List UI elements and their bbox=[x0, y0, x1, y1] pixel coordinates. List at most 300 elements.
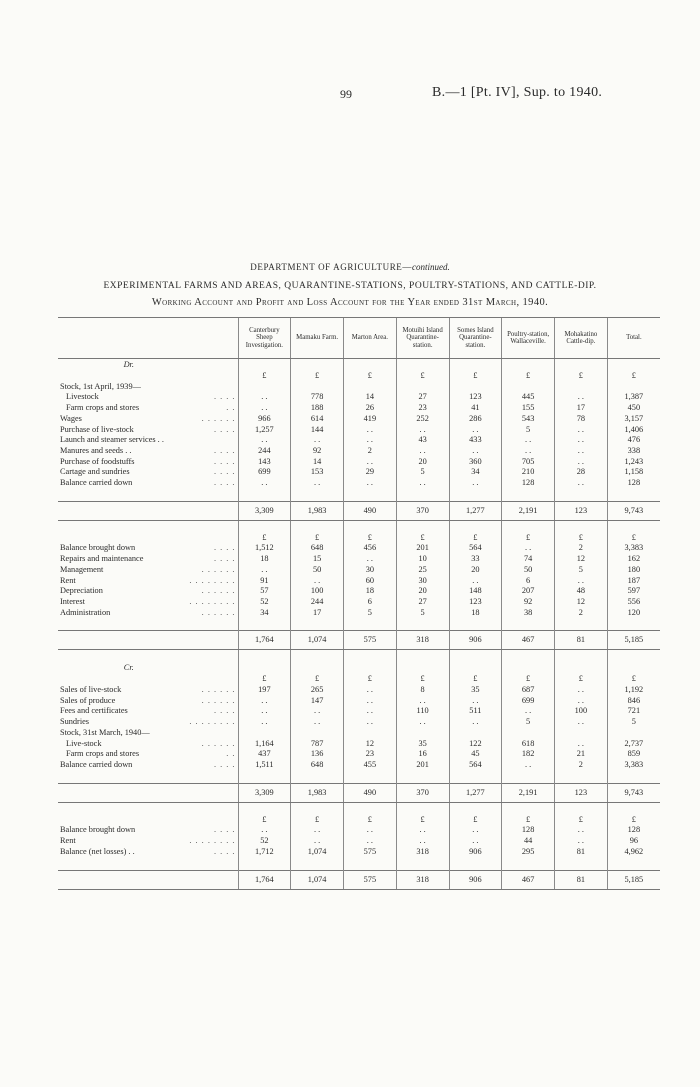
row-label-text: Farm crops and stores bbox=[66, 749, 140, 759]
table-cell bbox=[396, 382, 449, 393]
table-cell: 597 bbox=[607, 586, 660, 597]
total-row bbox=[58, 631, 660, 650]
table-cell: 187 bbox=[607, 576, 660, 587]
spacer-cell bbox=[502, 520, 555, 533]
table-cell: . . bbox=[555, 576, 608, 587]
table-cell: . . bbox=[238, 565, 291, 576]
total-cell: 467 bbox=[502, 631, 555, 650]
leader-dots: . . . . bbox=[213, 478, 236, 488]
table-cell: 575 bbox=[344, 847, 397, 858]
table-cell: 123 bbox=[449, 392, 502, 403]
cell bbox=[238, 662, 291, 674]
row-label bbox=[58, 414, 238, 425]
table-cell: 543 bbox=[502, 414, 555, 425]
total-row bbox=[58, 870, 660, 889]
table-cell: 44 bbox=[502, 836, 555, 847]
table-cell: 155 bbox=[502, 403, 555, 414]
spacer-cell bbox=[291, 858, 344, 871]
section-subtitle: EXPERIMENTAL FARMS AND AREAS, QUARANTINE-STATIONS, POULTRY-STATIONS, AND CATTLE-DIP. bbox=[103, 281, 597, 291]
spacer-cell bbox=[555, 650, 608, 663]
cell bbox=[344, 359, 397, 372]
spacer-cell bbox=[291, 650, 344, 663]
table-cell: . . bbox=[555, 717, 608, 728]
table-row bbox=[58, 414, 660, 425]
table-cell: £ bbox=[291, 533, 344, 544]
total-cell: 1,983 bbox=[291, 783, 344, 802]
leader-dots: . . bbox=[226, 749, 236, 759]
table-cell bbox=[607, 728, 660, 739]
table-cell: . . bbox=[344, 696, 397, 707]
row-label bbox=[58, 739, 238, 750]
leader-dots: . . . . . . . . bbox=[189, 836, 236, 846]
spacer-cell bbox=[238, 520, 291, 533]
table-cell: 5 bbox=[607, 717, 660, 728]
row-label-text: Purchase of live-stock bbox=[60, 424, 134, 434]
row-label bbox=[58, 674, 238, 685]
row-label-text: Sales of produce bbox=[60, 695, 116, 705]
table-cell: 1,406 bbox=[607, 425, 660, 436]
table-cell: 12 bbox=[555, 597, 608, 608]
table-cell: 26 bbox=[344, 403, 397, 414]
table-cell: £ bbox=[291, 371, 344, 382]
table-cell bbox=[238, 382, 291, 393]
table-cell: 1,511 bbox=[238, 760, 291, 771]
spacer-cell bbox=[58, 802, 238, 815]
total-cell: 3,309 bbox=[238, 783, 291, 802]
table-row bbox=[58, 425, 660, 436]
spacer-cell bbox=[607, 771, 660, 784]
table-cell: 57 bbox=[238, 586, 291, 597]
department-title bbox=[0, 262, 700, 272]
table-cell: £ bbox=[555, 371, 608, 382]
row-label-text: Repairs and maintenance bbox=[60, 554, 144, 564]
leader-dots: . . . . bbox=[213, 759, 236, 769]
table-cell: 16 bbox=[396, 749, 449, 760]
table-cell: 20 bbox=[449, 565, 502, 576]
spacer-cell bbox=[238, 650, 291, 663]
table-cell: . . bbox=[238, 825, 291, 836]
spacer-cell bbox=[502, 489, 555, 502]
total-cell: 5,185 bbox=[607, 631, 660, 650]
row-label-text: Livestock bbox=[66, 392, 99, 402]
table-cell: £ bbox=[555, 533, 608, 544]
leader-dots: . . . . . . bbox=[201, 695, 236, 705]
table-cell: . . bbox=[555, 392, 608, 403]
table-cell: 23 bbox=[344, 749, 397, 760]
table-cell: . . bbox=[344, 836, 397, 847]
row-label bbox=[58, 717, 238, 728]
table-cell: . . bbox=[344, 825, 397, 836]
table-cell: . . bbox=[449, 696, 502, 707]
spacer-cell bbox=[344, 489, 397, 502]
row-label bbox=[58, 586, 238, 597]
table-cell: 699 bbox=[502, 696, 555, 707]
table-cell: 338 bbox=[607, 446, 660, 457]
table-cell: 136 bbox=[291, 749, 344, 760]
leader-dots: . . . . . . bbox=[201, 738, 236, 748]
row-label-text: Launch and steamer services . . bbox=[60, 435, 164, 445]
row-label bbox=[58, 565, 238, 576]
table-cell: 27 bbox=[396, 392, 449, 403]
table-row bbox=[58, 815, 660, 826]
total-cell: 490 bbox=[344, 783, 397, 802]
table-cell: . . bbox=[291, 825, 344, 836]
table-cell: 128 bbox=[502, 478, 555, 489]
table-cell: 33 bbox=[449, 554, 502, 565]
row-label-text: Balance brought down bbox=[60, 543, 136, 553]
table-cell bbox=[502, 382, 555, 393]
table-cell: £ bbox=[555, 815, 608, 826]
table-cell: 450 bbox=[607, 403, 660, 414]
table-cell bbox=[344, 382, 397, 393]
table-row bbox=[58, 467, 660, 478]
cell bbox=[502, 359, 555, 372]
table-cell: 45 bbox=[449, 749, 502, 760]
cell bbox=[344, 662, 397, 674]
table-cell: 699 bbox=[238, 467, 291, 478]
total-cell: 123 bbox=[555, 783, 608, 802]
row-label bbox=[58, 543, 238, 554]
table-cell: 445 bbox=[502, 392, 555, 403]
table-cell: £ bbox=[607, 533, 660, 544]
table-cell: £ bbox=[502, 815, 555, 826]
leader-dots: . . . . . . bbox=[201, 685, 236, 695]
table-row bbox=[58, 371, 660, 382]
row-label-text: Balance brought down bbox=[60, 825, 136, 835]
table-cell: . . bbox=[396, 717, 449, 728]
row-label-text: Manures and seeds . . bbox=[60, 445, 132, 455]
table-row bbox=[58, 554, 660, 565]
table-cell: 15 bbox=[291, 554, 344, 565]
row-label bbox=[58, 392, 238, 403]
spacer-cell bbox=[449, 650, 502, 663]
table-cell: £ bbox=[555, 674, 608, 685]
table-cell: 1,712 bbox=[238, 847, 291, 858]
total-label bbox=[58, 631, 238, 650]
row-label bbox=[58, 371, 238, 382]
total-cell: 5,185 bbox=[607, 870, 660, 889]
table-cell: 120 bbox=[607, 608, 660, 619]
row-label bbox=[58, 403, 238, 414]
spacer-cell bbox=[344, 858, 397, 871]
table-cell: 244 bbox=[238, 446, 291, 457]
total-cell: 906 bbox=[449, 870, 502, 889]
table-cell: 360 bbox=[449, 457, 502, 468]
spacer-cell bbox=[396, 520, 449, 533]
table-cell: 4,962 bbox=[607, 847, 660, 858]
spacer-cell bbox=[291, 802, 344, 815]
table-row bbox=[58, 597, 660, 608]
table-cell: . . bbox=[344, 435, 397, 446]
cell bbox=[291, 662, 344, 674]
table-cell: . . bbox=[555, 446, 608, 457]
table-cell: 123 bbox=[449, 597, 502, 608]
table-cell: . . bbox=[396, 836, 449, 847]
row-label bbox=[58, 533, 238, 544]
table-row bbox=[58, 728, 660, 739]
spacer-cell bbox=[344, 618, 397, 631]
table-cell: 5 bbox=[396, 467, 449, 478]
table-row bbox=[58, 586, 660, 597]
table-cell: £ bbox=[396, 815, 449, 826]
table-cell: 18 bbox=[344, 586, 397, 597]
table-cell: 10 bbox=[396, 554, 449, 565]
table-cell: 12 bbox=[344, 739, 397, 750]
table-cell: . . bbox=[396, 425, 449, 436]
cell bbox=[607, 662, 660, 674]
total-cell: 1,277 bbox=[449, 501, 502, 520]
spacer-cell bbox=[291, 771, 344, 784]
header-blank bbox=[58, 318, 238, 359]
table-cell: 18 bbox=[238, 554, 291, 565]
spacer-cell bbox=[396, 771, 449, 784]
table-cell: . . bbox=[291, 717, 344, 728]
leader-dots: . . . . . . . . bbox=[189, 717, 236, 727]
row-label bbox=[58, 696, 238, 707]
table-cell: 180 bbox=[607, 565, 660, 576]
table-cell: £ bbox=[607, 371, 660, 382]
table-cell: £ bbox=[344, 533, 397, 544]
table-cell: . . bbox=[555, 425, 608, 436]
spacer-cell bbox=[555, 802, 608, 815]
spacer-cell bbox=[607, 650, 660, 663]
table-row bbox=[58, 533, 660, 544]
row-label bbox=[58, 425, 238, 436]
table-cell: 1,164 bbox=[238, 739, 291, 750]
row-label bbox=[58, 728, 238, 739]
column-header: Somes Island Quarantine-station. bbox=[449, 318, 502, 359]
table-cell: . . bbox=[449, 836, 502, 847]
cell bbox=[555, 662, 608, 674]
table-cell: 12 bbox=[555, 554, 608, 565]
table-cell: 846 bbox=[607, 696, 660, 707]
row-label-text: Sundries bbox=[60, 717, 90, 727]
table-cell: . . bbox=[555, 457, 608, 468]
table-cell: . . bbox=[502, 706, 555, 717]
section-heading-row bbox=[58, 662, 660, 674]
table-cell: 18 bbox=[449, 608, 502, 619]
table-cell: 265 bbox=[291, 685, 344, 696]
table-cell: 252 bbox=[396, 414, 449, 425]
table-cell: 244 bbox=[291, 597, 344, 608]
table-cell: £ bbox=[502, 533, 555, 544]
row-label bbox=[58, 467, 238, 478]
table-row bbox=[58, 739, 660, 750]
row-label-text: Stock, 31st March, 1940— bbox=[60, 727, 150, 737]
leader-dots: . . . . bbox=[213, 706, 236, 716]
column-header: Total. bbox=[607, 318, 660, 359]
table-cell: 147 bbox=[291, 696, 344, 707]
row-label bbox=[58, 597, 238, 608]
table-cell: 50 bbox=[502, 565, 555, 576]
table-cell: £ bbox=[449, 371, 502, 382]
table-cell bbox=[238, 728, 291, 739]
table-cell: 52 bbox=[238, 597, 291, 608]
spacer-cell bbox=[396, 858, 449, 871]
table-cell: £ bbox=[607, 674, 660, 685]
table-cell: 859 bbox=[607, 749, 660, 760]
table-cell: 433 bbox=[449, 435, 502, 446]
table-cell: . . bbox=[238, 435, 291, 446]
table-cell: 5 bbox=[396, 608, 449, 619]
spacer-cell bbox=[555, 489, 608, 502]
cell bbox=[238, 359, 291, 372]
spacer-cell bbox=[344, 771, 397, 784]
table-cell: 81 bbox=[555, 847, 608, 858]
table-row bbox=[58, 836, 660, 847]
total-cell: 81 bbox=[555, 631, 608, 650]
spacer-row bbox=[58, 618, 660, 631]
table-cell: . . bbox=[449, 717, 502, 728]
table-cell: . . bbox=[502, 446, 555, 457]
table-row bbox=[58, 382, 660, 393]
table-cell: 437 bbox=[238, 749, 291, 760]
row-label-text: Purchase of foodstuffs bbox=[60, 456, 135, 466]
table-cell: £ bbox=[344, 674, 397, 685]
table-row bbox=[58, 760, 660, 771]
table-cell: 128 bbox=[607, 478, 660, 489]
table-cell: 91 bbox=[238, 576, 291, 587]
total-cell: 9,743 bbox=[607, 501, 660, 520]
table-cell: 3,383 bbox=[607, 543, 660, 554]
table-cell bbox=[555, 382, 608, 393]
table-cell: £ bbox=[238, 815, 291, 826]
total-cell: 2,191 bbox=[502, 501, 555, 520]
cell bbox=[291, 359, 344, 372]
table-cell: £ bbox=[396, 371, 449, 382]
row-label-text: Live-stock bbox=[66, 738, 102, 748]
leader-dots: . . . . . . bbox=[201, 586, 236, 596]
spacer-cell bbox=[449, 520, 502, 533]
accounts-table bbox=[58, 317, 660, 890]
table-cell: . . bbox=[449, 425, 502, 436]
table-cell: 455 bbox=[344, 760, 397, 771]
table-cell: . . bbox=[502, 543, 555, 554]
leader-dots: . . . . . . bbox=[201, 564, 236, 574]
total-cell: 1,074 bbox=[291, 631, 344, 650]
table-cell: 1,257 bbox=[238, 425, 291, 436]
row-label-text: Wages bbox=[60, 413, 82, 423]
table-cell: 3,383 bbox=[607, 760, 660, 771]
table-cell: 74 bbox=[502, 554, 555, 565]
table-cell: £ bbox=[396, 674, 449, 685]
section-heading-row bbox=[58, 359, 660, 372]
spacer-cell bbox=[607, 802, 660, 815]
spacer-cell bbox=[502, 858, 555, 871]
row-label bbox=[58, 446, 238, 457]
table-cell: . . bbox=[344, 685, 397, 696]
spacer-cell bbox=[555, 858, 608, 871]
table-cell: 2,737 bbox=[607, 739, 660, 750]
leader-dots: . . . . bbox=[213, 846, 236, 856]
spacer-cell bbox=[607, 618, 660, 631]
row-label bbox=[58, 478, 238, 489]
table-cell: 778 bbox=[291, 392, 344, 403]
spacer-cell bbox=[449, 858, 502, 871]
row-label-text: Balance carried down bbox=[60, 759, 133, 769]
leader-dots: . . . . bbox=[213, 543, 236, 553]
table-cell bbox=[449, 728, 502, 739]
table-cell: . . bbox=[344, 717, 397, 728]
spacer-cell bbox=[291, 489, 344, 502]
column-header: Poultry-station, Wallaceville. bbox=[502, 318, 555, 359]
table-cell: 1,158 bbox=[607, 467, 660, 478]
row-label bbox=[58, 608, 238, 619]
spacer-cell bbox=[238, 858, 291, 871]
table-cell: 35 bbox=[396, 739, 449, 750]
table-cell: 34 bbox=[238, 608, 291, 619]
page-number: 99 bbox=[340, 87, 352, 101]
spacer-cell bbox=[607, 858, 660, 871]
spacer-cell bbox=[238, 489, 291, 502]
table-cell: 1,074 bbox=[291, 847, 344, 858]
total-cell: 575 bbox=[344, 631, 397, 650]
table-cell: . . bbox=[344, 425, 397, 436]
spacer-cell bbox=[344, 650, 397, 663]
table-cell: . . bbox=[291, 478, 344, 489]
leader-dots: . . . . bbox=[213, 424, 236, 434]
table-cell: 34 bbox=[449, 467, 502, 478]
table-cell: . . bbox=[238, 706, 291, 717]
table-cell: . . bbox=[291, 576, 344, 587]
table-cell: £ bbox=[607, 815, 660, 826]
row-label-text: Rent bbox=[60, 575, 76, 585]
total-cell: 370 bbox=[396, 501, 449, 520]
table-cell bbox=[396, 728, 449, 739]
table-cell: . . bbox=[555, 825, 608, 836]
spacer-cell bbox=[607, 489, 660, 502]
cell bbox=[449, 359, 502, 372]
department-name: DEPARTMENT OF AGRICULTURE— bbox=[250, 262, 412, 272]
row-label-text: Cartage and sundries bbox=[60, 467, 130, 477]
row-label bbox=[58, 554, 238, 565]
row-label-text: Fees and certificates bbox=[60, 706, 128, 716]
table-cell: 419 bbox=[344, 414, 397, 425]
total-cell: 1,074 bbox=[291, 870, 344, 889]
table-cell: 30 bbox=[344, 565, 397, 576]
total-cell: 2,191 bbox=[502, 783, 555, 802]
spacer-cell bbox=[238, 802, 291, 815]
table-cell: 27 bbox=[396, 597, 449, 608]
table-row bbox=[58, 717, 660, 728]
table-cell: . . bbox=[238, 717, 291, 728]
table-cell: 96 bbox=[607, 836, 660, 847]
table-cell: 564 bbox=[449, 543, 502, 554]
row-label-text: Sales of live-stock bbox=[60, 685, 122, 695]
leader-dots: . . . . . . bbox=[201, 413, 236, 423]
table-cell: 564 bbox=[449, 760, 502, 771]
cell bbox=[555, 359, 608, 372]
column-header: Mohakatino Cattle-dip. bbox=[555, 318, 608, 359]
leader-dots: . . bbox=[226, 403, 236, 413]
total-cell: 370 bbox=[396, 783, 449, 802]
table-cell bbox=[449, 382, 502, 393]
spacer-row bbox=[58, 771, 660, 784]
table-row bbox=[58, 608, 660, 619]
table-body bbox=[58, 359, 660, 890]
total-label bbox=[58, 783, 238, 802]
table-cell: £ bbox=[344, 371, 397, 382]
leader-dots: . . . . bbox=[213, 825, 236, 835]
account-title: Working Account and Profit and Loss Account for the Year ended 31st March, 1940. bbox=[151, 297, 549, 308]
spacer-cell bbox=[58, 650, 238, 663]
total-cell: 1,983 bbox=[291, 501, 344, 520]
table-cell: . . bbox=[555, 478, 608, 489]
table-cell: . . bbox=[238, 403, 291, 414]
leader-dots: . . . . bbox=[213, 467, 236, 477]
total-cell: 318 bbox=[396, 631, 449, 650]
row-label bbox=[58, 685, 238, 696]
